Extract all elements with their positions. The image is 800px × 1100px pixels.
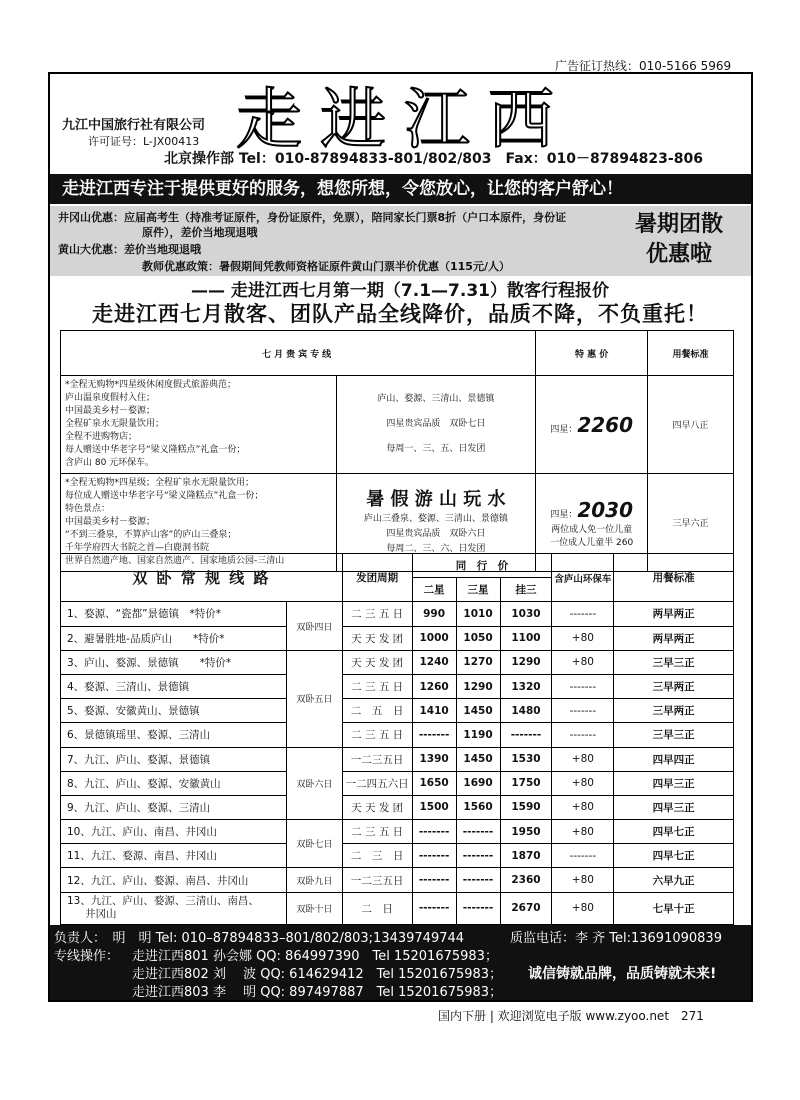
huangshan-promo: 黄山大优惠：差价当地现退哦 <box>58 243 201 256</box>
table-row: 7、九江、庐山、婺源、景德镇 双卧六日 一二三五日 1390 1450 1530 +80 四早四正 <box>61 747 734 771</box>
table-row: 9、九江、庐山、婺源、三清山 天 天 发 团 1500 1560 1590 +80 四早三正 <box>61 795 734 819</box>
table-row: 3、庐山、婺源、景德镇 *特价* 双卧五日 天 天 发 团 1240 1270 1290 +80 三早三正 <box>61 650 734 674</box>
operator-803: 走进江西803 李 明 QQ: 897497887 Tel 15201675983； <box>132 985 503 1000</box>
table-row: 13、九江、庐山、婺源、三清山、南昌、 井冈山 双卧十日 二 日 ------- ------- 2670 +80 七早十正 <box>61 892 734 924</box>
ops-label: 专线操作： <box>54 949 120 964</box>
vip-product-2-price: 四星：2030 两位成人免一位儿童 一位成人儿童半 260 <box>536 474 648 572</box>
table-row: 4、婺源、三清山、景德镇 二 三 五 日 1260 1290 1320 ------- 三早两正 <box>61 674 734 698</box>
vip-table <box>60 330 734 572</box>
brand-title: 走进江西 <box>236 81 572 158</box>
vip-meal-header: 用餐标准 <box>648 331 734 376</box>
routes-title: 双 卧 常 规 线 路 <box>61 554 343 602</box>
beijing-office-contact: 北京操作部 Tel：010-87894833-801/802/803 Fax：010－87894823-806 <box>164 151 703 167</box>
slogan-banner: 走进江西专注于提供更好的服务，想您所想，令您放心，让您的客户舒心！ <box>50 174 751 204</box>
teacher-promo: 教师优惠政策：暑假期间凭教师资格证原件黄山门票半价优惠（115元/人） <box>142 260 510 273</box>
routes-bus-header: 含庐山环保车 <box>552 554 614 602</box>
motto: 诚信铸就品牌，品质铸就未来! <box>528 966 717 982</box>
table-row: 6、景德镇瑶里、婺源、三清山 二 三 五 日 ------- 1190 ------- ------- 三早三正 <box>61 723 734 747</box>
table-row: 1、婺源、“瓷都”景德镇 *特价* 双卧四日 二 三 五 日 990 1010 1030 ------- 两早两正 <box>61 602 734 626</box>
operator-801: 走进江西801 孙会娜 QQ: 864997390 Tel 15201675983； <box>132 949 498 964</box>
company-name: 九江中国旅行社有限公司 <box>62 118 206 133</box>
license-number: 许可证号：L-JX00413 <box>88 135 200 148</box>
group-label: 双卧六日 <box>286 747 342 820</box>
vip-product-1-info: 庐山、婺源、三清山、景德镇 四星贵宾品质 双卧七日 每周一、三、五、日发团 <box>336 376 536 474</box>
table-row: 12、九江、庐山、婺源、南昌、井冈山 双卧九日 一二三五日 ------- ------- 2360 +80 六早九正 <box>61 868 734 892</box>
table-row: 11、九江、婺源、南昌、井冈山 二 三 日 ------- ------- 1870 ------- 四早七正 <box>61 844 734 868</box>
table-row: 5、婺源、安徽黄山、景德镇 二 五 日 1410 1450 1480 ------- 三早两正 <box>61 699 734 723</box>
page-footer: 国内下册 | 欢迎浏览电子版 www.zyoo.net 271 <box>438 1009 704 1023</box>
summer-discount: 暑期团散 优惠啦 <box>634 212 723 267</box>
routes-table <box>60 553 734 925</box>
manager-contact: 负责人： 明 明 Tel: 010–87894833–801/802/803;13439749744 <box>54 931 465 946</box>
group-label: 双卧四日 <box>286 602 342 650</box>
group-label: 双卧五日 <box>286 650 342 747</box>
ad-hotline: 广告征订热线：010-5166 5969 <box>555 59 732 73</box>
footer-contacts <box>50 925 751 1000</box>
routes-schedule-header: 发团周期 <box>342 554 412 602</box>
jgs-promo-cont: 原件），差价当地现退哦 <box>142 226 258 239</box>
routes-gua-header: 挂三 <box>500 578 552 602</box>
routes-er-header: 二星 <box>412 578 456 602</box>
vip-title: 七月贵宾专线 <box>61 331 536 376</box>
routes-meal-header: 用餐标准 <box>614 554 734 602</box>
group-label: 双卧十日 <box>286 892 342 924</box>
routes-price-header: 同 行 价 <box>412 554 552 578</box>
vip-product-2-info: 暑 假 游 山 玩 水 庐山三叠泉、婺源、三清山、景德镇 四星贵宾品质 双卧六日 每周二、三、六、日发团 <box>336 474 536 572</box>
vip-product-2-meal: 三早六正 <box>648 474 734 572</box>
table-row: 10、九江、庐山、南昌、井冈山 双卧七日 二 三 五 日 ------- ------- 1950 +80 四早七正 <box>61 820 734 844</box>
vip-product-1-desc: *全程无购物*四星级休闲度假式旅游典范； 庐山温泉度假村入住； 中国最美乡村－婺源； 全程矿泉水无限量饮用； 全程不进购物店； 每人赠送中华老字号“梁义隆糕点”礼盒一份； 含庐山 80 元环保车。 <box>61 376 337 474</box>
promo-box <box>50 206 751 276</box>
quality-contact: 质监电话：李 齐 Tel:13691090839 <box>510 931 722 946</box>
vip-product-1-price: 四星：2260 <box>536 376 648 474</box>
routes-san-header: 三星 <box>456 578 500 602</box>
period-title: —— 走进江西七月第一期（7.1—7.31）散客行程报价 <box>191 281 609 301</box>
table-row: 8、九江、庐山、婺源、安徽黄山 一二四五六日 1650 1690 1750 +80 四早三正 <box>61 771 734 795</box>
table-row: 2、避暑胜地-品质庐山 *特价* 天 天 发 团 1000 1050 1100 +80 两早两正 <box>61 626 734 650</box>
group-label: 双卧九日 <box>286 868 342 892</box>
operator-802: 走进江西802 刘 波 QQ: 614629412 Tel 15201675983； <box>132 967 503 982</box>
group-label: 双卧七日 <box>286 820 342 868</box>
headline: 走进江西七月散客、团队产品全线降价，品质不降，不负重托！ <box>92 302 708 326</box>
vip-price-header: 特 惠 价 <box>536 331 648 376</box>
vip-product-1-meal: 四早八正 <box>648 376 734 474</box>
jgs-promo: 井冈山优惠：应届高考生（持准考证原件，身份证原件，免票），陪同家长门票8折（户口本原件，身份证 <box>58 211 567 224</box>
vip-product-2-desc: *全程无购物*四星级；全程矿泉水无限量饮用； 每位成人赠送中华老字号“梁义隆糕点”礼盒一份； 特色景点： 中国最美乡村－婺源； “不到三叠泉，不算庐山客”的庐山三叠泉； 千年学府四大书院之首—白鹿洞书院 世界自然遗产地、国家自然遗产、国家地质公园-三清山 <box>61 474 337 572</box>
